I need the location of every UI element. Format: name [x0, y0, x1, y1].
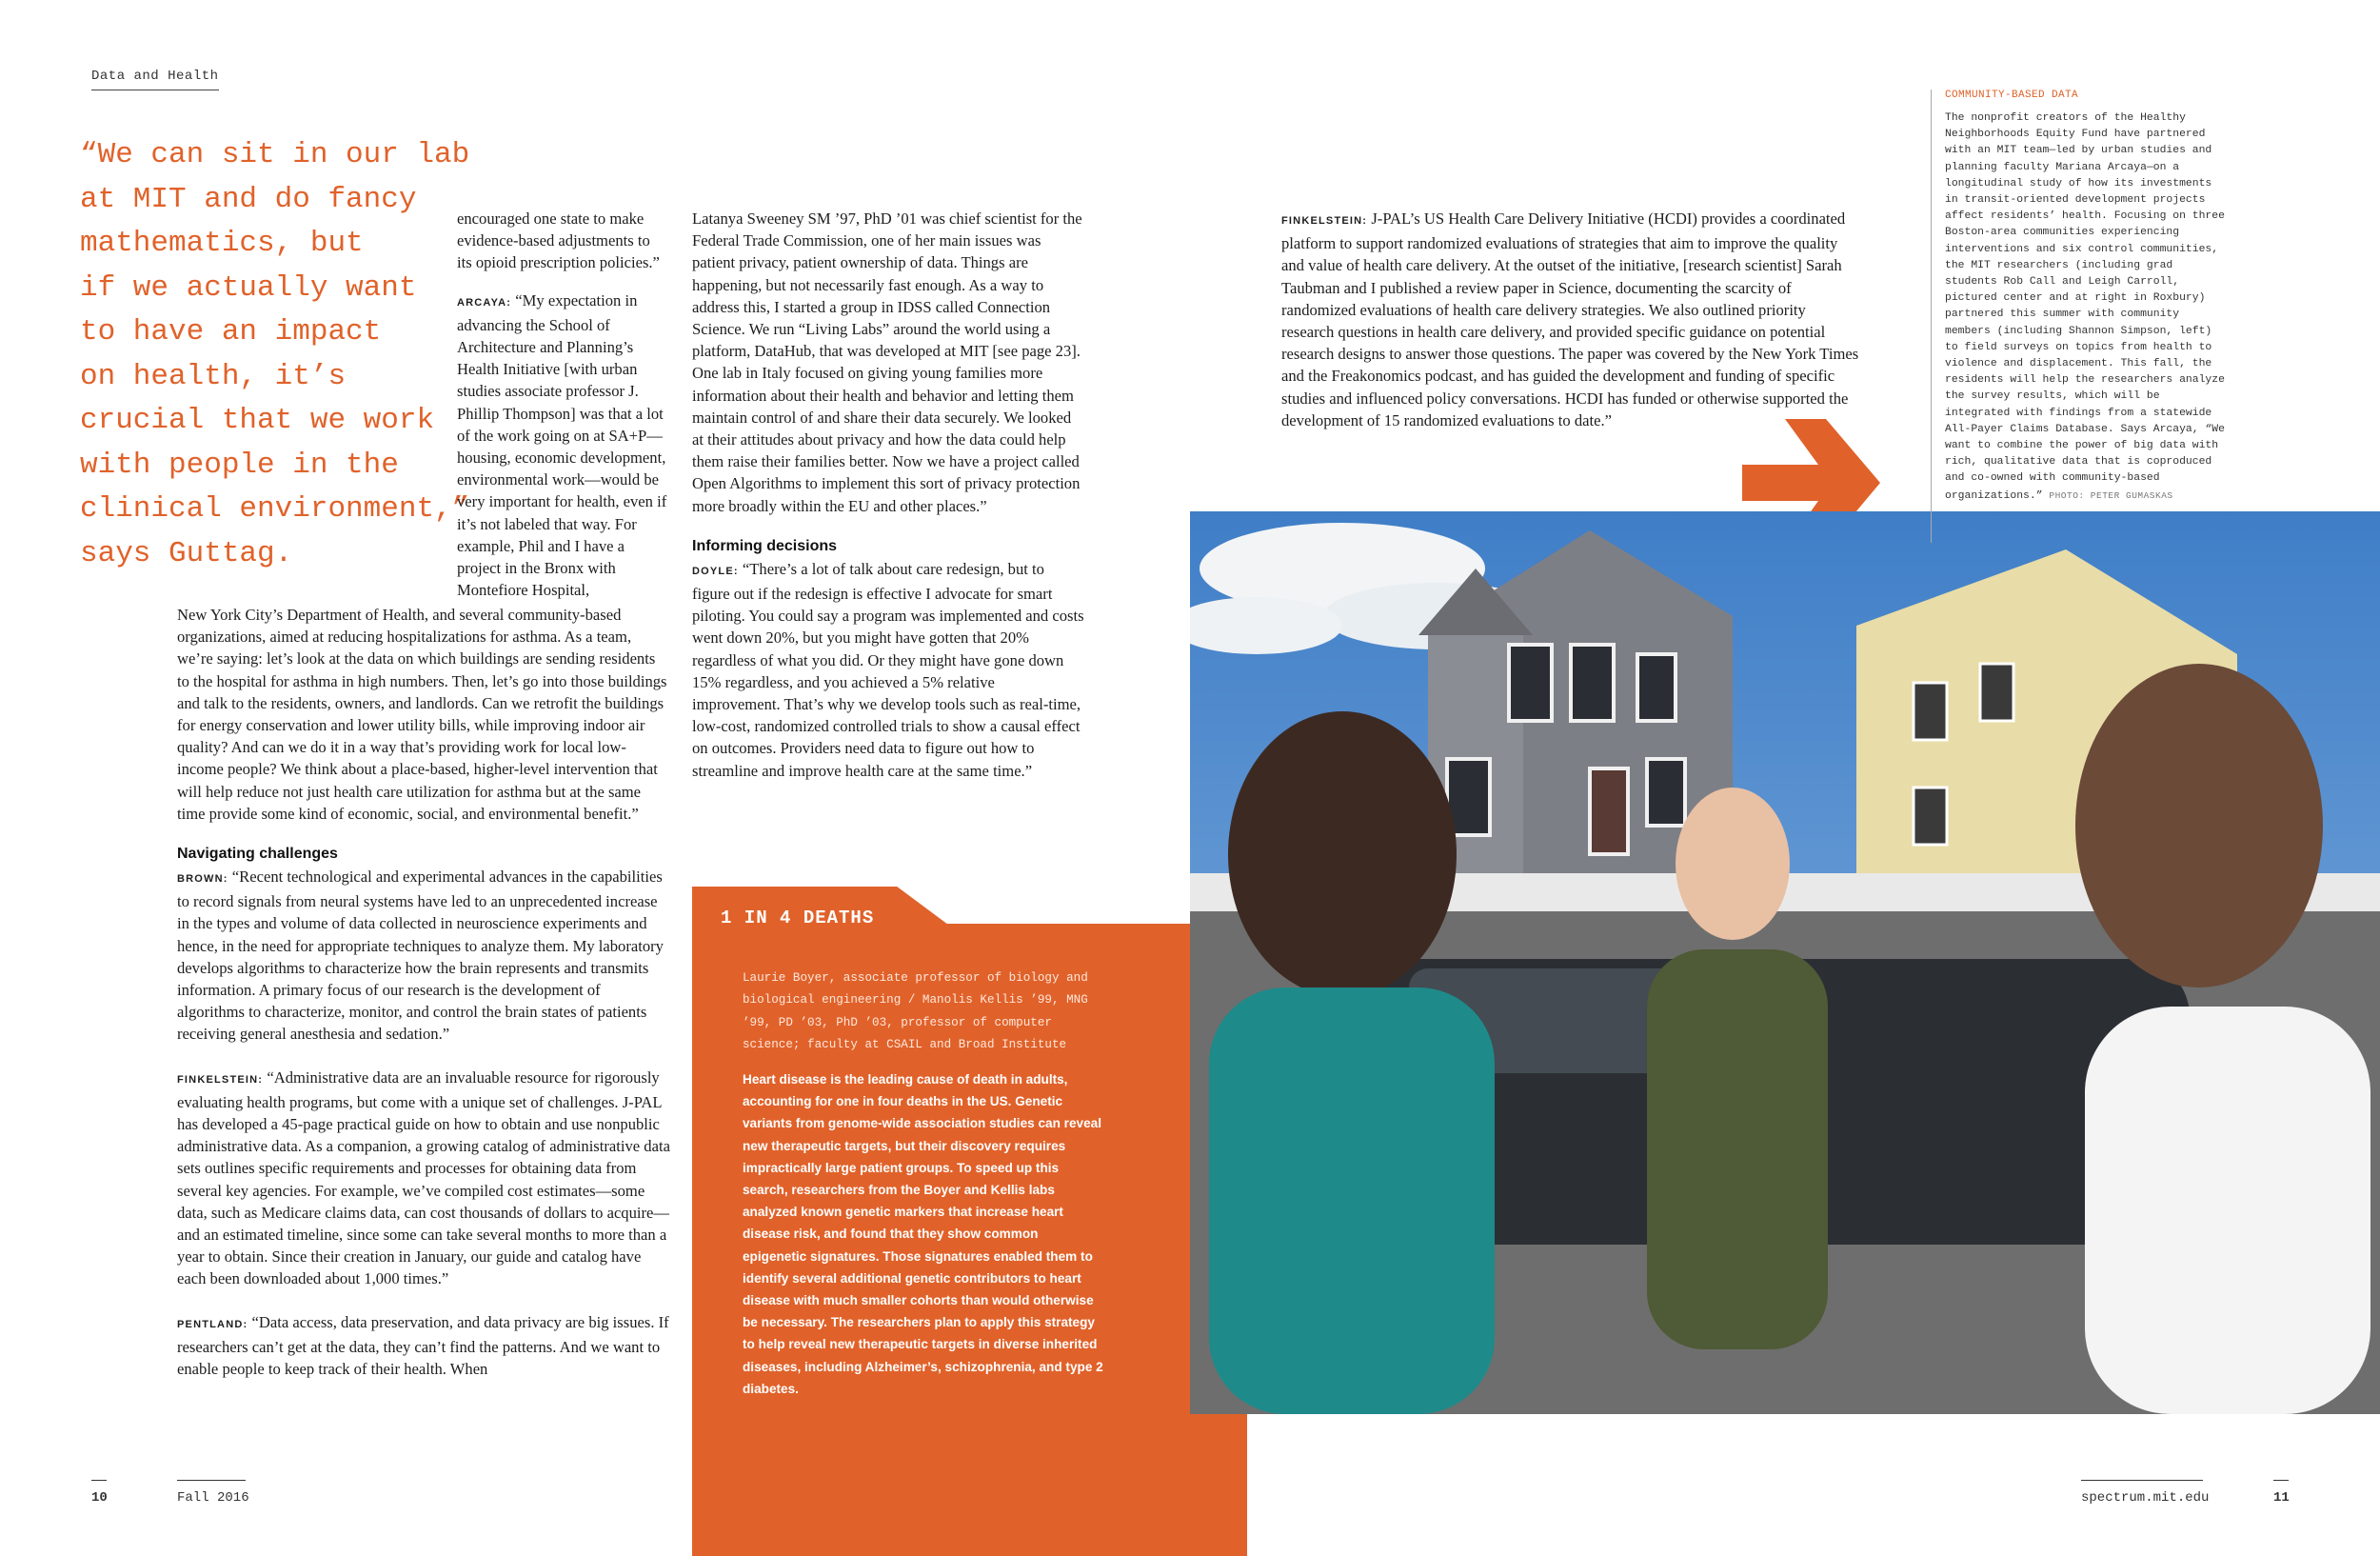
orange-box-body: Heart disease is the leading cause of death in adults, accounting for one in four deaths in the US. Genetic variants from genome-wide association studies can reveal new therapeutic targets, but their discovery requires impractically large patient groups. To speed up this search, researchers from the Boyer and Kellis labs analyzed known genetic markers that increase heart disease risk, and found that they show common epigenetic signatures. Those signatures enabled them to identify several additional genetic contributors to heart disease with much smaller cohorts than would otherwise be necessary. The researchers plan to apply this strategy to help reveal new therapeutic targets in diverse inherited diseases, including Alzheimer’s, schizophrenia, and type 2 diabetes.: [743, 1072, 1103, 1396]
pull-quote-line: if we actually want: [80, 270, 417, 305]
issue-label: Fall 2016: [177, 1490, 249, 1506]
finkelstein-text: “Administrative data are an invaluable resource for rigorously evaluating health programs, but come with a unique set of challenges. J-PAL has developed a 45-page practical guide on how to obtain and use nonpublic administrative data. As a companion, a growing catalog of administrative data sets outlines specific requirements and processes for obtaining data from several key agencies. For example, we’ve compiled cost estimates—some data, such as Medicare claims data, can cost thousands of dollars to acquire—and an estimated timeline, since some can take several months to more than a year to obtain. Since their creation in January, our guide and catalog have each been downloaded about 1,000 times.”: [177, 1067, 670, 1288]
photo-credit: PHOTO: PETER GUMASKAS: [2049, 489, 2173, 501]
column-1-wide: [177, 604, 670, 1380]
speaker-brown: BROWN:: [177, 873, 228, 886]
arcaya-continued: New York City’s Department of Health, and several community-based organizations, aimed at reducing hospitalizations for asthma. As a team, we’re saying: let’s look at the data on which buildings are sending residents to the hospital for asthma in high numbers. Then, let’s go into those buildings and talk to the residents, owners, and landlords. Can we retrofit the buildings for energy conservation and lower utility bills, while improving indoor air quality? And can we do it in a way that’s providing work for local low-income people? We think about a place-based, higher-level intervention that will help reduce not just health care utilization for asthma but at the same time provide some kind of economic, social, and environmental benefit.”: [177, 606, 667, 823]
doyle-paragraph: [692, 558, 1084, 782]
pull-quote-line: with people in the: [80, 448, 399, 482]
heading-informing-decisions: Informing decisions: [692, 537, 838, 554]
page-number-left: 10: [91, 1490, 108, 1506]
street-photo: [1190, 511, 2380, 1414]
footer-tick: [2273, 1480, 2289, 1481]
sweeney-paragraph: Latanya Sweeney SM ’97, PhD ’01 was chief scientist for the Federal Trade Commission, one of her main issues was patient privacy, patient ownership of data. Things are happening, but not necessarily fast enough. As a way to address this, I started a group in IDSS called Connection Science. We run “Living Labs” around the world using a platform, DataHub, that was developed at MIT [see page 23]. One lab in Italy focused on giving young families more information about their health and behavior and letting them maintain control of and share their data securely. We looked at their attitudes about privacy and how the data could help them raise their families better. Now we have a project called Open Algorithms to implement this sort of privacy protection more broadly within the EU and other places.”: [692, 209, 1082, 515]
pull-quote-line: crucial that we work: [80, 404, 435, 437]
speaker-finkelstein: FINKELSTEIN:: [177, 1073, 264, 1086]
pull-quote-line: at MIT and do fancy: [80, 182, 417, 216]
opioid-paragraph: encouraged one state to make evidence-based adjustments to its opioid prescription policies.”: [457, 209, 660, 272]
column-2: [692, 208, 1084, 782]
speaker-finkelstein: FINKELSTEIN:: [1281, 215, 1368, 227]
finkelstein-hcdi-text: J-PAL’s US Health Care Delivery Initiative (HCDI) provides a coordinated platform to support randomized evaluations of strategies that aim to improve the quality and value of health care delivery. At the outset of the initiative, [research scientist] Sarah Taubman and I published a review paper in Science, documenting the scarcity of randomized evaluations of health care delivery strategies. We also outlined priority research questions in health care delivery, and provided specific guidance on potential research designs to answer those questions. The paper was covered by the New York Times and the Freakonomics podcast, and has guided the development and funding of specific studies and influenced policy conversations. HCDI has funded or otherwise supported the development of 15 randomized evaluations to date.”: [1281, 209, 1859, 429]
arcaya-text: “My expectation in advancing the School of Architecture and Planning’s Health Initiative [with urban studies associate professor J. Phillip Thompson] was that a lot of the work going on at SA+P—housing, economic development, environmental work—would be very important for health, even if it’s not labeled that way. For example, Phil and I have a project in the Bronx with Montefiore Hospital,: [457, 290, 667, 600]
finkelstein-hcdi-paragraph: [1281, 208, 1860, 431]
sidebar-text: [1945, 110, 2231, 505]
orange-box-credit: Laurie Boyer, associate professor of biology and biological engineering / Manolis Kellis ’99, MNG ’99, PD ’03, PhD ’03, professor of computer science; faculty at CSAIL and Broad Institute: [743, 971, 1088, 1052]
page-number-right: 11: [2273, 1490, 2290, 1506]
footer-tick: [177, 1480, 246, 1481]
orange-box-title: 1 IN 4 DEATHS: [721, 908, 875, 928]
sidebar-label: COMMUNITY-BASED DATA: [1945, 90, 2079, 101]
pull-quote-line: mathematics, but: [80, 227, 364, 260]
doyle-text: “There’s a lot of talk about care redesign, but to figure out if the redesign is effective I advocate for smart piloting. You could say a program was implemented and costs went down 20%, but you might have gotten that 20% regardless of what you did. Or they might have gone down 15% regardless, and you achieved a 5% relative improvement. That’s why we develop tools such as real-time, low-cost, randomized controlled trials to show a causal effect on outcomes. Providers need data to figure out how to streamline and improve health care at the same time.”: [692, 559, 1084, 780]
column-1-narrow: [457, 208, 668, 601]
sidebar-body: The nonprofit creators of the Healthy Neighborhoods Equity Fund have partnered with an MIT team—led by urban studies and planning faculty Mariana Arcaya—on a longitudinal study of how its investments in transit-oriented development projects affect residents’ health. Focusing on three Boston-area communities experiencing interventions and six control communities, the MIT researchers (including grad students Rob Call and Leigh Carroll, pictured center and at right in Roxbury) partnered this summer with community members (including Shannon Simpson, left) to field surveys on topics from health to violence and displacement. This fall, the residents will help the researchers analyze the survey results, which will be integrated with findings from a statewide All-Payer Claims Database. Says Arcaya, “We want to combine the power of big data with rich, qualitative data that is coproduced and co-owned with community-based organizations.”: [1945, 112, 2225, 502]
photo-illustration: [1190, 511, 2380, 1414]
pull-quote-line: says Guttag.: [80, 536, 293, 570]
heading-navigating-challenges: Navigating challenges: [177, 846, 338, 863]
brown-text: “Recent technological and experimental advances in the capabilities to record signals from neural systems have led to an unprecedented increase in the types and volume of data collected in neuroscience experiments and hence, in the need for appropriate techniques to analyze them. My laboratory develops algorithms to characterize how the brain represents and transmits information. A primary focus of our research is the development of algorithms to characterize, monitor, and control the brain states of patients receiving general anesthesia and sedation.”: [177, 868, 664, 1044]
brown-paragraph: [177, 866, 670, 1046]
pentland-paragraph: [177, 1311, 670, 1381]
pull-quote-line: to have an impact: [80, 315, 382, 349]
pull-quote-line: clinical environment,”: [80, 492, 470, 526]
pull-quote-line: on health, it’s: [80, 359, 347, 393]
pentland-text: “Data access, data preservation, and data privacy are big issues. If researchers can’t get at the data, they can’t find the patterns. And we want to enable people to keep track of their health. When: [177, 1312, 669, 1379]
section-label: Data and Health: [91, 69, 219, 90]
speaker-arcaya: ARCAYA:: [457, 296, 512, 309]
right-column: [1281, 208, 1860, 431]
speaker-pentland: PENTLAND:: [177, 1318, 248, 1330]
pull-quote-line: “We can sit in our lab: [80, 138, 470, 171]
site-url: spectrum.mit.edu: [2081, 1490, 2210, 1506]
speaker-doyle: DOYLE:: [692, 565, 739, 577]
sidebar-rule: [1931, 90, 1932, 543]
footer-tick: [91, 1480, 107, 1481]
pull-quote: [80, 133, 470, 576]
arcaya-paragraph: [457, 289, 668, 602]
footer-tick: [2081, 1480, 2203, 1481]
finkelstein-paragraph: [177, 1067, 670, 1290]
